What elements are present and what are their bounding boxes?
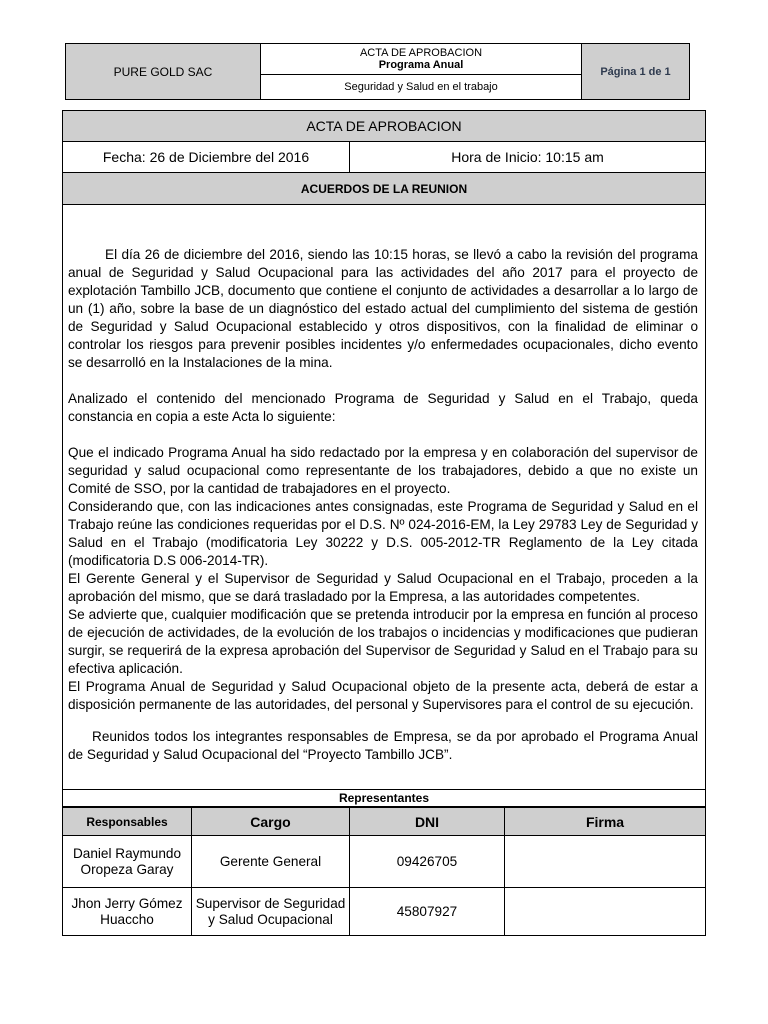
column-header-cargo: Cargo bbox=[191, 807, 350, 836]
paragraph-drafted: Que el indicado Programa Anual ha sido redactado por la empresa y en colaboración del supervisor de seguridad y salud ocupacional como representante de los trabajadores, debido a que no existe un Comité de SSO, por la cantidad de trabajadores en el proyecto. bbox=[68, 445, 698, 496]
paragraph-intro: El día 26 de diciembre del 2016, siendo las 10:15 horas, se llevó a cabo la revisión del programa anual de Seguridad y Salud Ocupacional para las actividades del año 2017 para el proyecto de explotación Tambillo JCB, documento que contiene el conjunto de actividades a desarrollar a lo largo de un (1) año, sobre la base de un diagnóstico del estado actual del cumplimiento del sistema de gestión de Seguridad y Salud Ocupacional establecido y otros dispositivos, con la finalidad de eliminar o controlar los riesgos para prevenir posibles incidentes y/o enfermedades ocupacionales, dicho evento se desarrolló en la Instalaciones de la mina. bbox=[68, 247, 698, 370]
row-1-responsable: Daniel Raymundo Oropeza Garay bbox=[62, 835, 192, 888]
row-2-dni: 45807927 bbox=[349, 887, 505, 936]
representatives-title: Representantes bbox=[62, 789, 706, 807]
paragraph-availability: El Programa Anual de Seguridad y Salud Ocupacional objeto de la presente acta, deberá de estar a disposición permanente de las autoridades, del personal y Supervisores para el control de su ejecución. bbox=[68, 679, 698, 712]
document-title: ACTA DE APROBACION bbox=[359, 47, 483, 59]
paragraph-approval: El Gerente General y el Supervisor de Seguridad y Salud Ocupacional en el Trabajo, proceden a la aprobación del mismo, que se dará trasladado por la Empresa, a las autoridades competentes. bbox=[68, 571, 698, 604]
row-2-cargo: Supervisor de Seguridad y Salud Ocupacional bbox=[191, 887, 350, 936]
row-1-cargo: Gerente General bbox=[191, 835, 350, 888]
row-2-responsable: Jhon Jerry Gómez Huaccho bbox=[62, 887, 192, 936]
document-area: Seguridad y Salud en el trabajo bbox=[260, 74, 582, 100]
column-header-firma: Firma bbox=[504, 807, 706, 836]
paragraph-analysis: Analizado el contenido del mencionado Programa de Seguridad y Salud en el Trabajo, queda constancia en copia a este Acta lo siguiente: bbox=[68, 391, 698, 424]
main-title: ACTA DE APROBACION bbox=[62, 110, 706, 142]
agreements-body bbox=[68, 246, 698, 764]
column-header-responsables: Responsables bbox=[62, 807, 192, 836]
document-title-block bbox=[260, 43, 582, 75]
meeting-start-time: Hora de Inicio: 10:15 am bbox=[349, 141, 706, 173]
paragraph-closing: Reunidos todos los integrantes responsables de Empresa, se da por aprobado el Programa Anual de Seguridad y Salud Ocupacional del “Proyecto Tambillo JCB”. bbox=[68, 729, 698, 762]
paragraph-modifications: Se advierte que, cualquier modificación que se pretenda introducir por la empresa en función al proceso de ejecución de actividades, de la evolución de los trabajos o incidencias y modificaciones que pudieran surgir, se requerirá de la expresa aprobación del Supervisor de Seguridad y Salud en el Trabajo para su efectiva aplicación. bbox=[68, 607, 698, 676]
column-header-dni: DNI bbox=[349, 807, 505, 836]
document-subtitle: Programa Anual bbox=[378, 59, 464, 71]
row-1-firma bbox=[504, 835, 706, 888]
row-1-dni: 09426705 bbox=[349, 835, 505, 888]
company-name: PURE GOLD SAC bbox=[65, 43, 261, 100]
row-2-firma bbox=[504, 887, 706, 936]
paragraph-considering: Considerando que, con las indicaciones antes consignadas, este Programa de Seguridad y Salud en el Trabajo reúne las condiciones requeridas por el D.S. Nº 024-2016-EM, la Ley 29783 Ley de Seguridad y Salud en el Trabajo (modificatoria Ley 30222 y D.S. 005-2012-TR Reglamento de la Ley citada (modificatoria D.S 006-2014-TR). bbox=[68, 499, 698, 568]
section-title-agreements: ACUERDOS DE LA REUNION bbox=[62, 172, 706, 205]
meeting-date: Fecha: 26 de Diciembre del 2016 bbox=[62, 141, 350, 173]
page-number: Página 1 de 1 bbox=[581, 43, 690, 100]
